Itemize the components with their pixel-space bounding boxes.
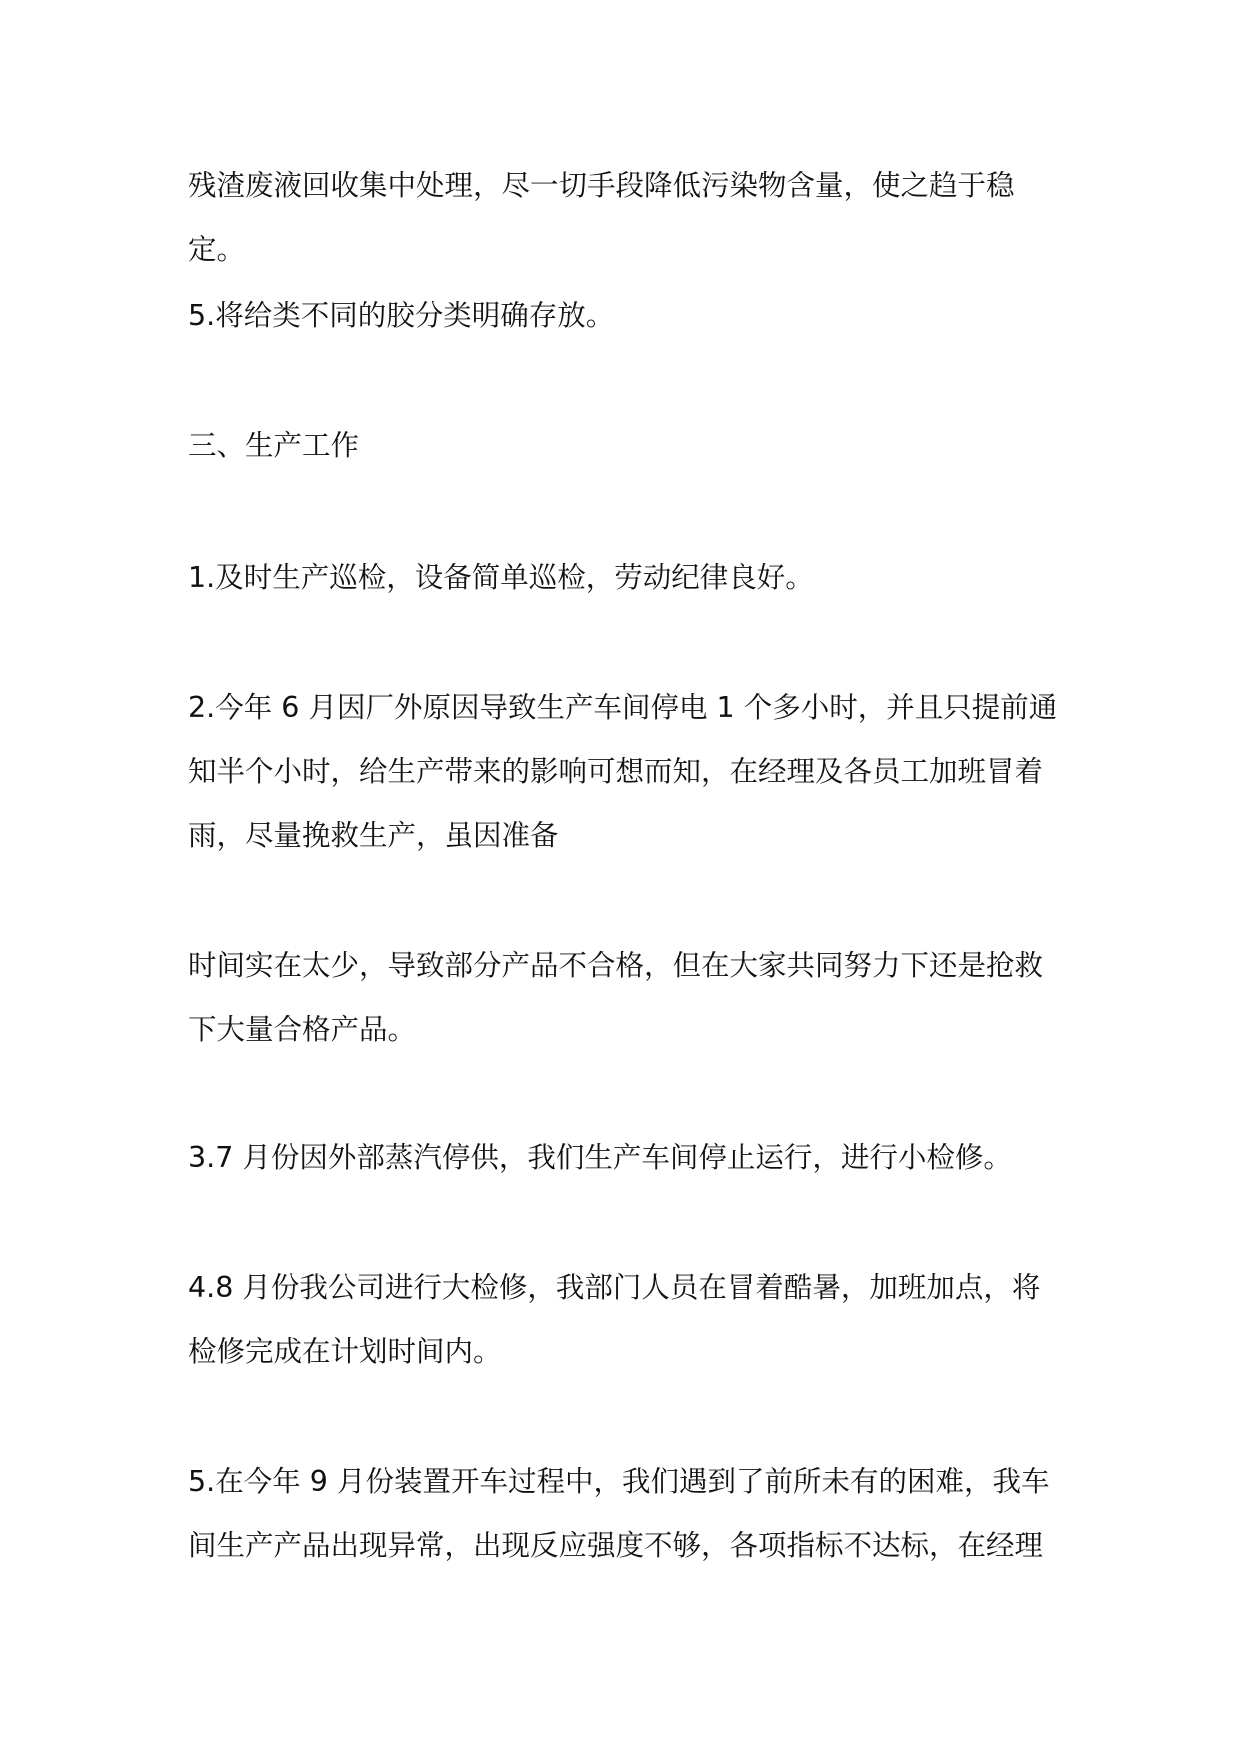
paragraph-item-1: 1.及时生产巡检，设备简单巡检，劳动纪律良好。 (188, 561, 814, 594)
paragraph-item-3: 3.7 月份因外部蒸汽停供，我们生产车间停止运行，进行小检修。 (188, 1141, 1012, 1174)
paragraph-item-5: 5.在今年 9 月份装置开车过程中，我们遇到了前所未有的困难，我车间生产产品出现异常，出现反应强度不够，各项指标不达标，在经理 (188, 1465, 1050, 1562)
section-heading-production: 三、生产工作 (188, 429, 360, 462)
paragraph-glue-storage: 5.将给类不同的胶分类明确存放。 (188, 299, 615, 332)
paragraph-item-2-continued: 时间实在太少，导致部分产品不合格，但在大家共同努力下还是抢救下大量合格产品。 (188, 949, 1044, 1046)
paragraph-waste-treatment: 残渣废液回收集中处理，尽一切手段降低污染物含量，使之趋于稳定。 (188, 169, 1015, 266)
paragraph-item-2: 2.今年 6 月因厂外原因导致生产车间停电 1 个多小时，并且只提前通知半个小时，给生产带来的影响可想而知，在经理及各员工加班冒着雨，尽量挽救生产，虽因准备 (188, 691, 1058, 852)
paragraph-item-4: 4.8 月份我公司进行大检修，我部门人员在冒着酷暑，加班加点，将检修完成在计划时间内。 (188, 1271, 1041, 1368)
